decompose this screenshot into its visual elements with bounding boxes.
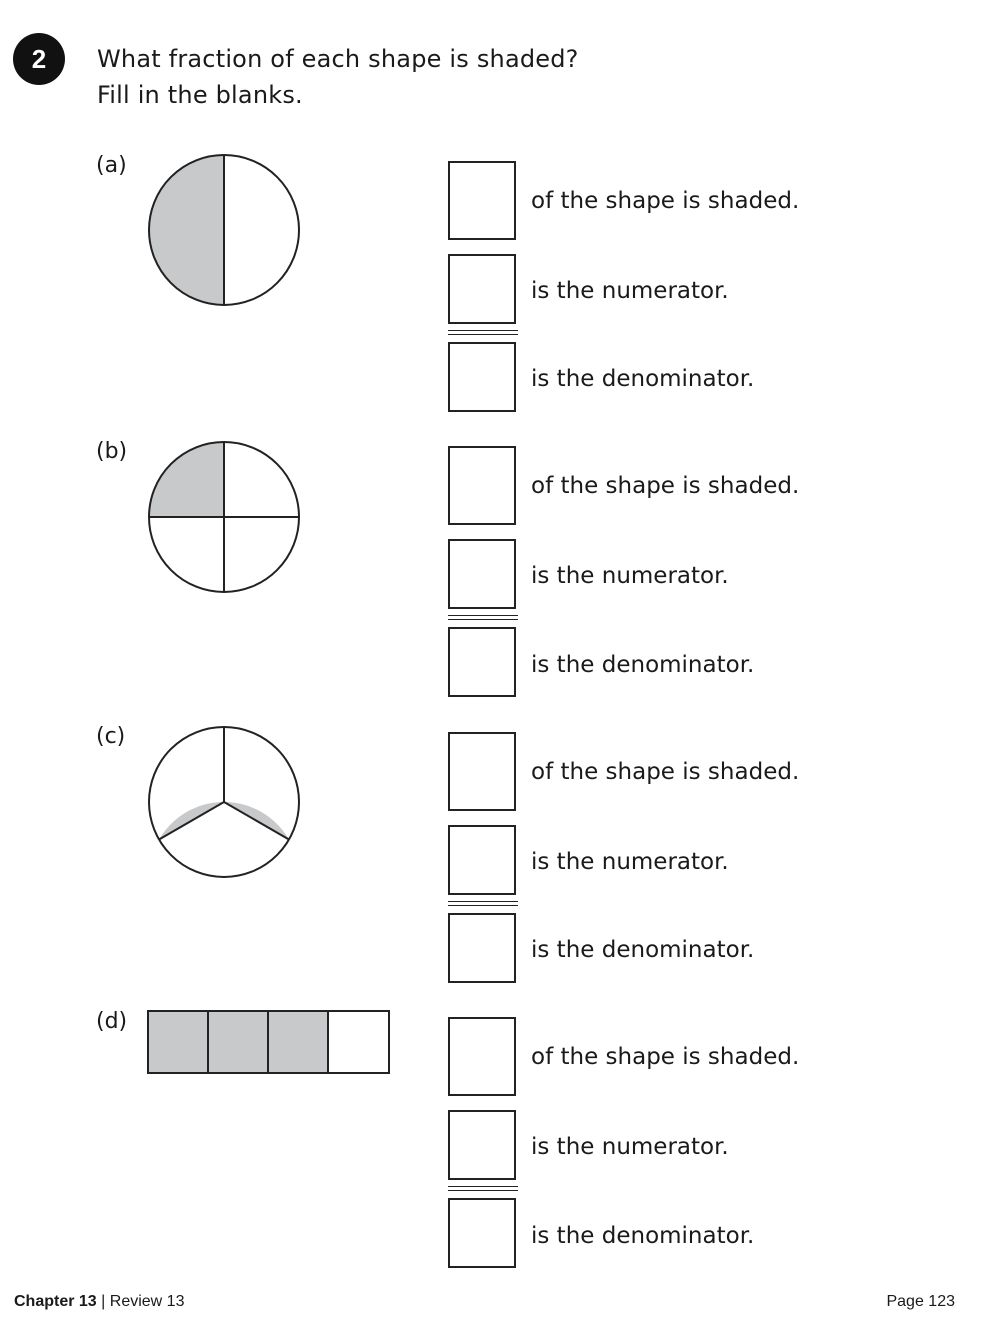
answer-box-d-shaded[interactable] [448, 1017, 516, 1096]
third-circle-shape [147, 725, 301, 879]
answer-box-c-denominator[interactable] [448, 913, 516, 983]
answer-box-a-denominator[interactable] [448, 342, 516, 412]
sentence-d-denominator: is the denominator. [531, 1223, 755, 1249]
shaded-quarter [149, 442, 224, 517]
sentence-b-numerator: is the numerator. [531, 563, 729, 589]
part-label-d: (d) [96, 1009, 128, 1034]
answer-box-c-shaded[interactable] [448, 732, 516, 811]
footer-chapter-label: Chapter 13 [14, 1293, 97, 1310]
divider-line [224, 802, 289, 840]
sentence-a-shaded: of the shape is shaded. [531, 188, 800, 214]
sentence-b-denominator: is the denominator. [531, 652, 755, 678]
answer-box-b-numerator[interactable] [448, 539, 516, 609]
answer-box-a-numerator[interactable] [448, 254, 516, 324]
question-instruction: Fill in the blanks. [97, 81, 303, 109]
fraction-bar-a [448, 330, 518, 335]
sentence-d-shaded: of the shape is shaded. [531, 1044, 800, 1070]
shaded-three-quarters [148, 1011, 328, 1073]
shaded-half [149, 155, 224, 305]
answer-box-d-denominator[interactable] [448, 1198, 516, 1268]
footer-separator: | [101, 1293, 106, 1310]
footer-page-number: Page 123 [886, 1293, 955, 1310]
sentence-a-numerator: is the numerator. [531, 278, 729, 304]
part-label-a: (a) [96, 153, 127, 178]
sentence-c-numerator: is the numerator. [531, 849, 729, 875]
fraction-bar-c [448, 901, 518, 906]
shaded-two-thirds [159, 802, 289, 840]
footer-review-label: Review 13 [109, 1293, 185, 1310]
answer-box-d-numerator[interactable] [448, 1110, 516, 1180]
answer-box-a-shaded[interactable] [448, 161, 516, 240]
sentence-c-denominator: is the denominator. [531, 937, 755, 963]
footer-chapter [14, 1293, 184, 1311]
question-prompt: What fraction of each shape is shaded? [97, 45, 579, 73]
fraction-bar-d [448, 1186, 518, 1191]
part-label-c: (c) [96, 724, 126, 749]
divider-line [159, 802, 224, 840]
answer-box-c-numerator[interactable] [448, 825, 516, 895]
rectangle-quarters-shape [147, 1010, 391, 1074]
answer-box-b-denominator[interactable] [448, 627, 516, 697]
sentence-b-shaded: of the shape is shaded. [531, 473, 800, 499]
answer-box-b-shaded[interactable] [448, 446, 516, 525]
sentence-c-shaded: of the shape is shaded. [531, 759, 800, 785]
part-label-b: (b) [96, 439, 128, 464]
half-circle-shape [147, 153, 301, 307]
question-number-badge: 2 [13, 33, 65, 85]
sentence-d-numerator: is the numerator. [531, 1134, 729, 1160]
quarter-circle-shape [147, 440, 301, 594]
sentence-a-denominator: is the denominator. [531, 366, 755, 392]
fraction-bar-b [448, 615, 518, 620]
